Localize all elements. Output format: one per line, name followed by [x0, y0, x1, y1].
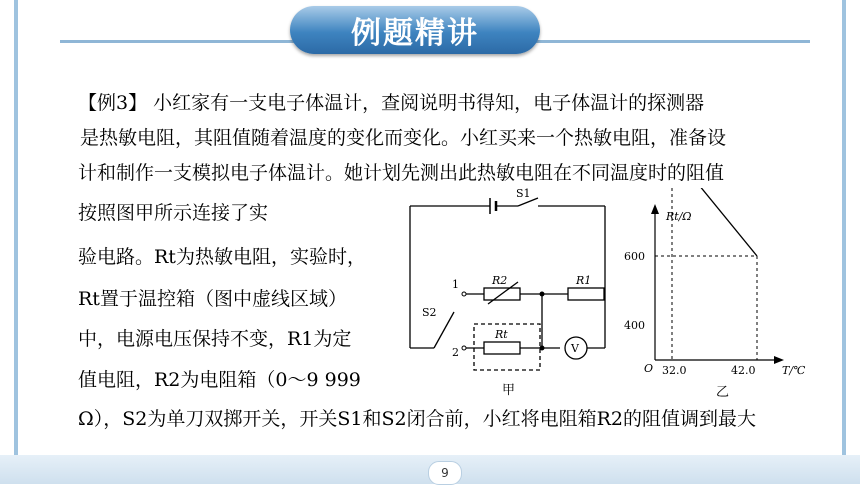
- paragraph-line-7: 中，电源电压保持不变，R1为定: [78, 328, 352, 350]
- graph-y-axis-label: Rt/Ω: [666, 210, 692, 223]
- paragraph-line-9: Ω），S2为单刀双掷开关，开关S1和S2闭合前，小红将电阻箱R2的阻值调到最大: [78, 408, 756, 430]
- y-tick-400: 400: [624, 319, 645, 332]
- y-tick-600: 600: [624, 250, 645, 263]
- circuit-and-graph-figure: [400, 188, 820, 408]
- graph-origin-label: O: [644, 362, 654, 375]
- r1-label: R1: [576, 274, 592, 287]
- page-number: 9: [428, 461, 462, 485]
- terminal-1-label: 1: [452, 278, 459, 291]
- circuit-junction-dot: [540, 292, 545, 297]
- graph-x-axis-label: T/℃: [782, 364, 806, 377]
- x-tick-32: 32.0: [662, 364, 687, 377]
- voltmeter-label: V: [571, 342, 579, 355]
- switch-terminal-2: [462, 346, 466, 350]
- paragraph-line-4: 按照图甲所示连接了实: [78, 202, 269, 224]
- slide-title: 例题精讲: [290, 6, 540, 54]
- paragraph-line-5: 验电路。Rt为热敏电阻，实验时，: [78, 246, 366, 268]
- paragraph-line-3: 计和制作一支模拟电子体温计。她计划先测出此热敏电阻在不同温度时的阻值: [78, 162, 725, 184]
- s2-label: S2: [422, 306, 437, 319]
- terminal-2-label: 2: [452, 346, 459, 359]
- x-tick-42: 42.0: [731, 364, 756, 377]
- rt-label: Rt: [495, 328, 508, 341]
- r2-label: R2: [492, 274, 508, 287]
- circuit-junction-dot: [540, 346, 545, 351]
- right-frame-border: [842, 0, 846, 484]
- paragraph-line-2: 是热敏电阻，其阻值随着温度的变化而变化。小红买来一个热敏电阻，准备设: [80, 127, 727, 149]
- paragraph-line-8: 值电阻，R2为电阻箱（0～9 999: [78, 369, 361, 391]
- paragraph-line-6: Rt置于温控箱（图中虚线区域）: [78, 288, 347, 310]
- paragraph-line-1: 【例3】 小红家有一支电子体温计，查阅说明书得知，电子体温计的探测器: [78, 92, 705, 114]
- circuit-caption: 甲: [502, 383, 516, 398]
- s1-label: S1: [516, 188, 531, 200]
- switch-terminal-1: [462, 292, 466, 296]
- graph-caption: 乙: [716, 385, 730, 400]
- left-frame-border: [14, 0, 18, 484]
